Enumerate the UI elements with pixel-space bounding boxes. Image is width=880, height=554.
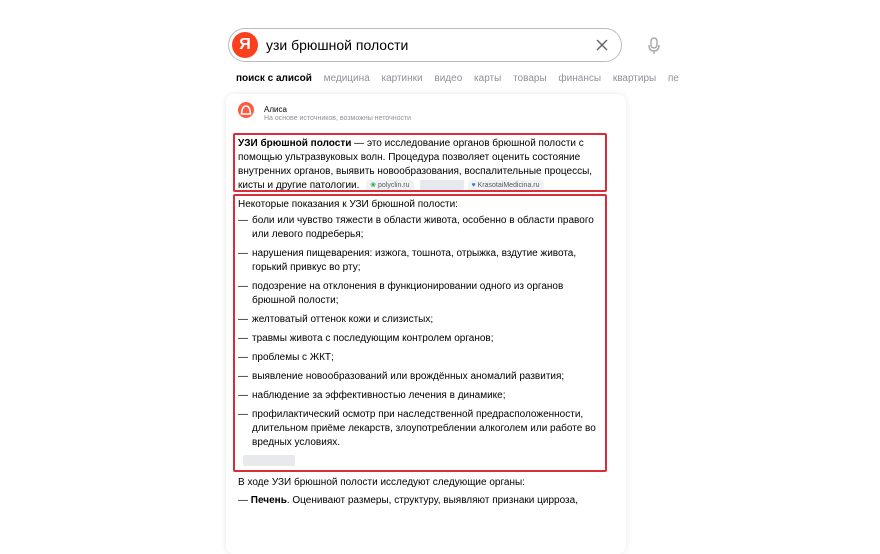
tab-apartments[interactable]: квартиры (612, 73, 657, 84)
organ-item-liver: — Печень. Оценивают размеры, структуру, выявляют признаки цирроза, (238, 495, 578, 506)
list-item: — подозрение на отклонения в функционировании одного из органов брюшной полости; (238, 281, 564, 306)
search-box[interactable] (228, 28, 622, 62)
source-chip-polyclin[interactable]: ❀ polyclin.ru (366, 180, 413, 191)
tab-images[interactable]: картинки (381, 73, 423, 84)
tab-alice-search[interactable]: поиск с алисой (236, 73, 312, 84)
blurred-source-link[interactable] (243, 455, 295, 466)
tab-finance[interactable]: финансы (558, 73, 602, 84)
summary-text: — это исследование органов брюшной полости с помощью ультразвуковых волн. Процедура позволяет оценить состояние внутренних органов, выявить новообразования, воспалительные процессы, кисты и другие патологии. (238, 138, 593, 191)
indications-heading: Некоторые показания к УЗИ брюшной полости: (238, 199, 458, 210)
list-item: — наблюдение за эффективностью лечения в динамике; (238, 390, 506, 401)
indications-list (238, 214, 604, 455)
tab-medicine[interactable]: медицина (323, 73, 370, 84)
list-item: — нарушения пищеварения: изжога, тошнота, отрыжка, вздутие живота, горький привкус во рту; (238, 248, 577, 273)
alice-name: Алиса (264, 105, 287, 114)
polyclin-icon: ❀ (370, 181, 377, 189)
yandex-logo[interactable]: Я (232, 32, 258, 58)
list-item: — боли или чувство тяжести в области живота, особенно в области правого или левого подреберья; (238, 215, 594, 240)
tab-maps[interactable]: карты (474, 73, 502, 84)
search-tabs (236, 73, 679, 87)
organs-heading: В ходе УЗИ брюшной полости исследуют следующие органы: (238, 477, 525, 488)
list-item: — выявление новообразований или врождённых аномалий развития; (238, 371, 565, 382)
alice-disclaimer: На основе источников, возможны неточности (264, 115, 412, 122)
alice-avatar-icon (238, 102, 254, 118)
list-item: — травмы живота с последующим контролем органов; (238, 333, 494, 344)
summary-term: УЗИ брюшной полости (238, 138, 352, 149)
heart-icon: ♥ (471, 181, 476, 189)
highlight-box-summary (233, 133, 607, 192)
list-item: — профилактический осмотр при наследственной предрасположенности, длительном приёме лекарств, злоупотреблении алкоголем или работе во вредных условиях. (238, 409, 596, 448)
source-chip-krasota[interactable]: ♥ KrasotaiMedicina.ru (468, 180, 544, 191)
tab-more[interactable]: пе (668, 73, 679, 84)
close-icon[interactable] (595, 38, 609, 52)
list-item: — проблемы с ЖКТ; (238, 352, 334, 363)
tab-video[interactable]: видео (434, 73, 463, 84)
microphone-icon[interactable] (647, 37, 661, 55)
search-input[interactable] (266, 29, 586, 61)
tab-products[interactable]: товары (513, 73, 547, 84)
list-item: — желтоватый оттенок кожи и слизистых; (238, 314, 434, 325)
